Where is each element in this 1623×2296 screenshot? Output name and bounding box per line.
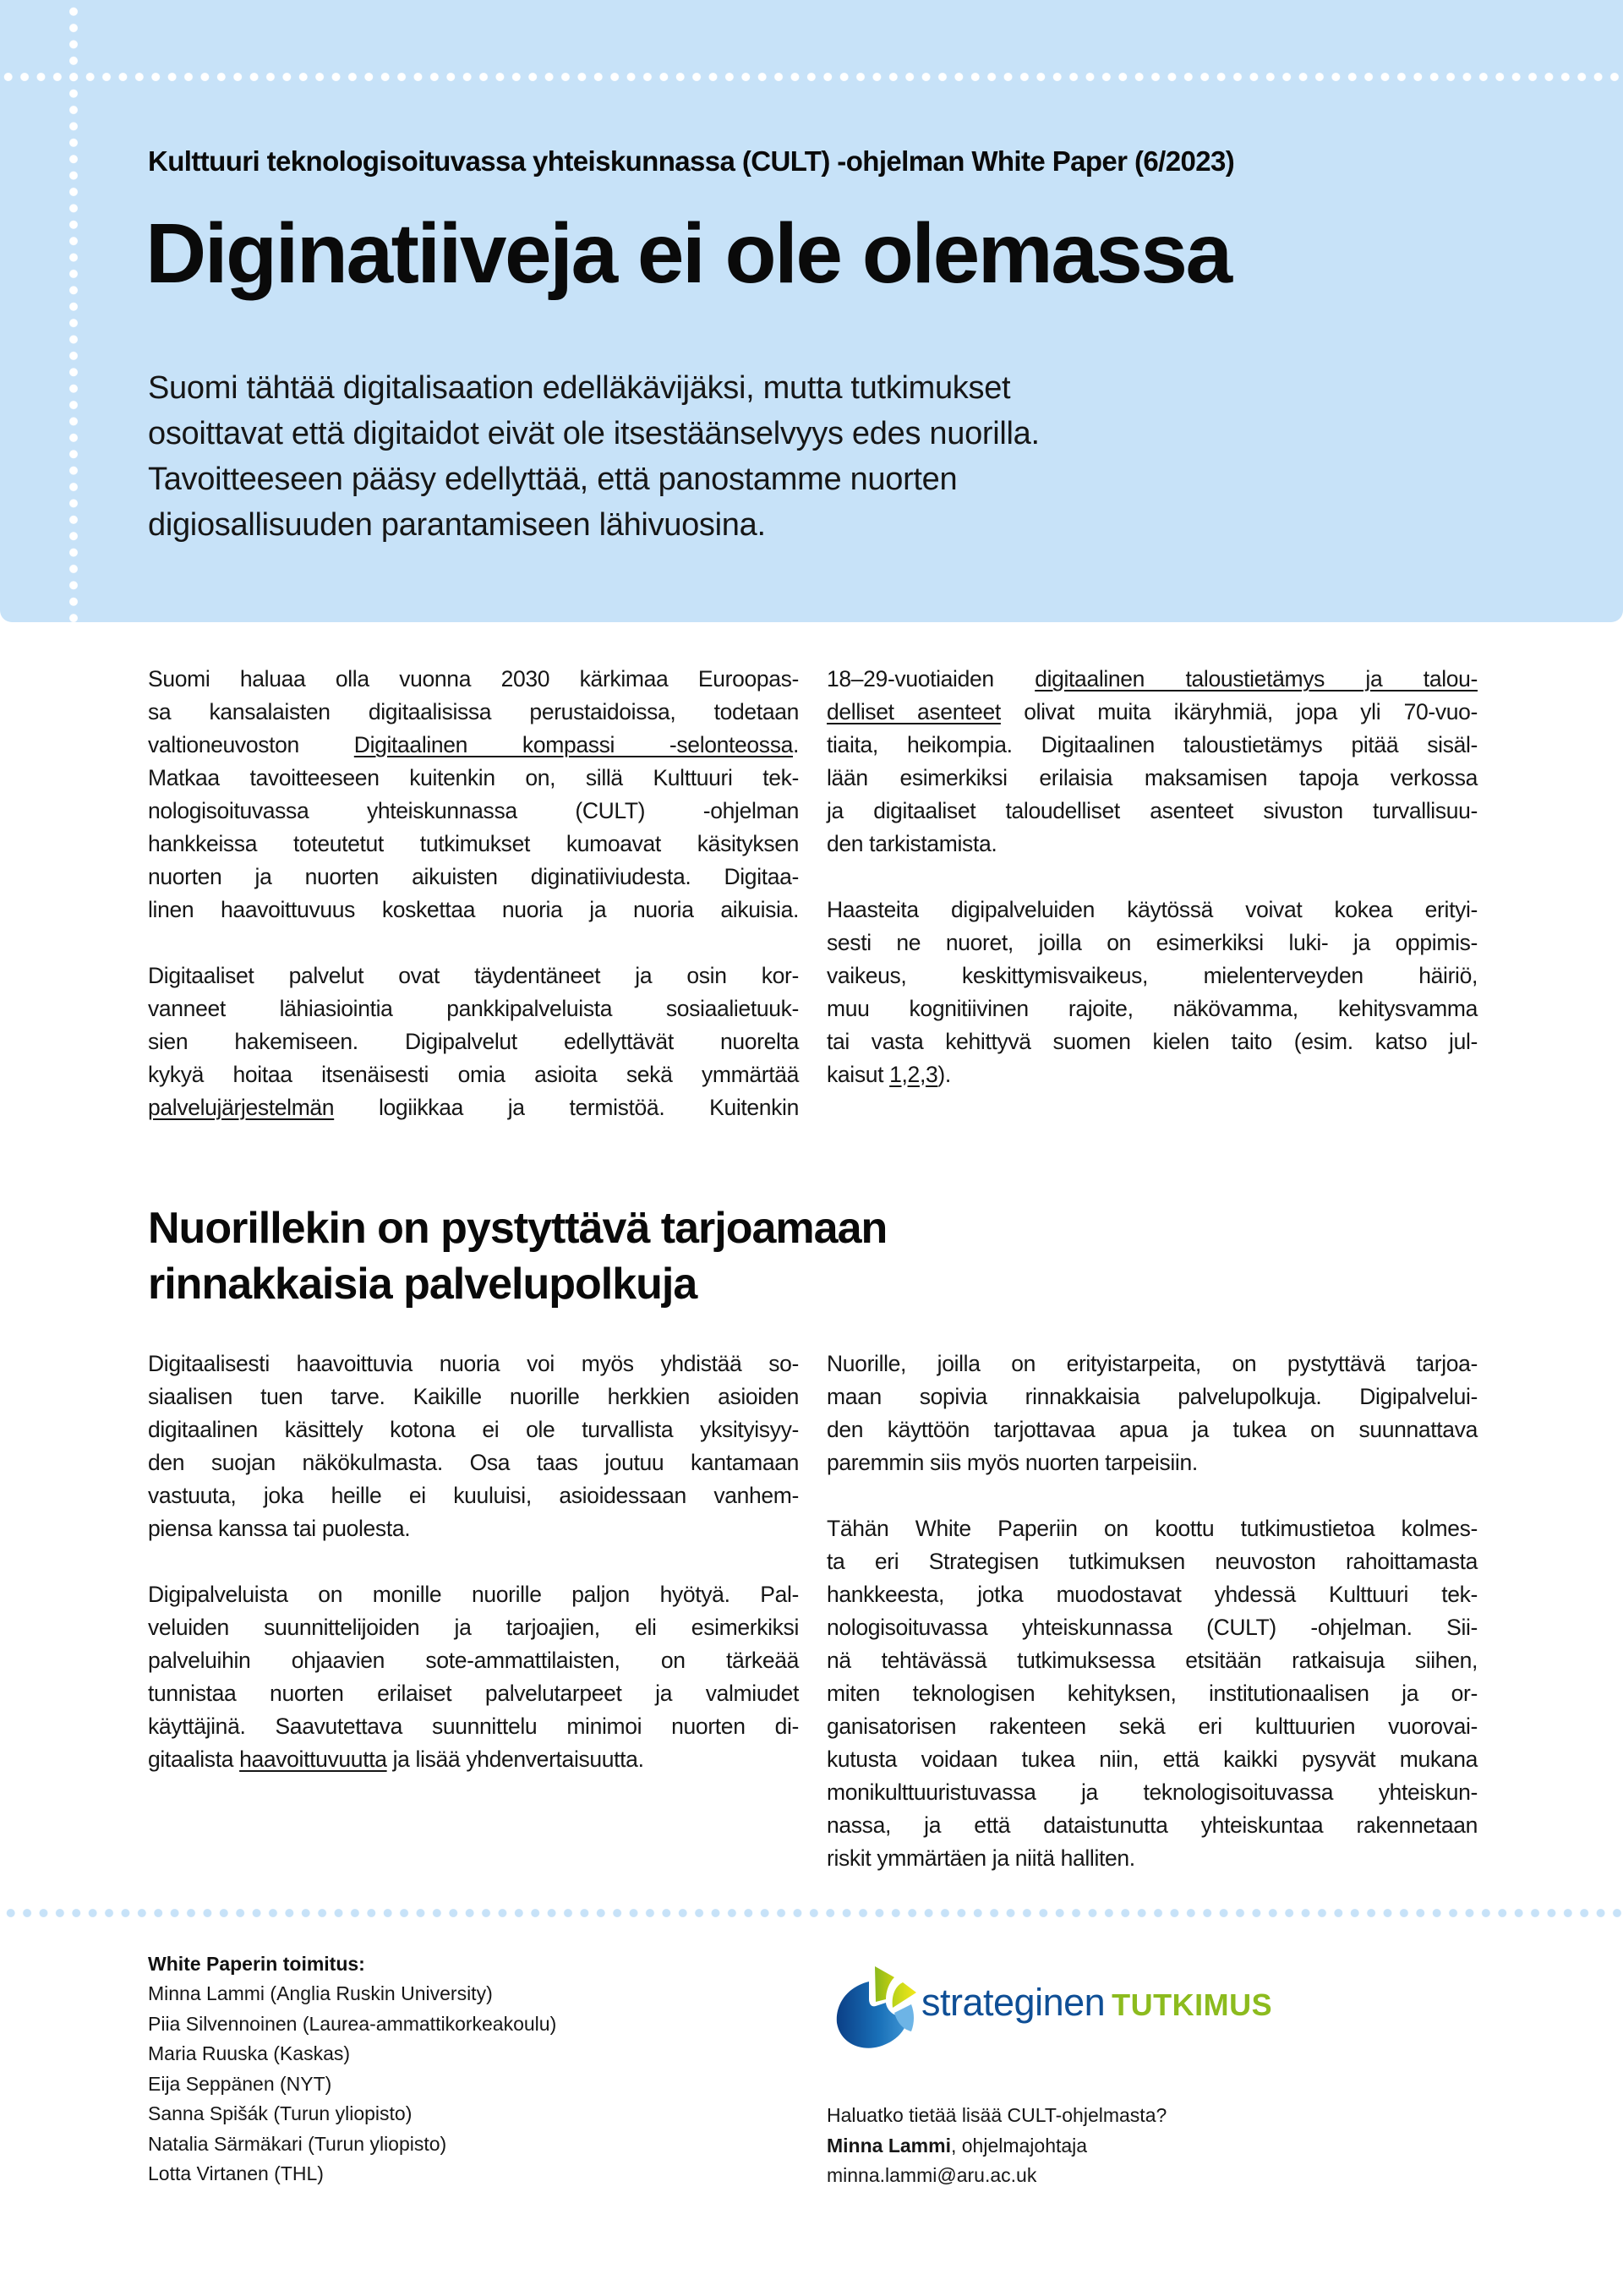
- link-julkaisu-3[interactable]: 3: [925, 1062, 938, 1087]
- text-line: Nuorille, joilla on erityistarpeita, on pystyttävä tarjoa-: [827, 1351, 1478, 1376]
- text-line: kutusta voidaan tukea niin, että kaikki pysyvät mukana: [827, 1747, 1478, 1772]
- contact-info: [827, 2101, 1167, 2191]
- link-taloustietamys-cont[interactable]: delliset asenteet: [827, 699, 1001, 724]
- text-line: tai vasta kehittyvä suomen kielen taito (esim. katso jul-: [827, 1029, 1478, 1054]
- series-kicker: Kulttuuri teknologisoituvassa yhteiskunnassa (CULT) -ohjelman White Paper (6/2023): [148, 145, 1235, 177]
- section2-right-column: [827, 1348, 1478, 1908]
- text-line: piensa kanssa tai puolesta.: [148, 1516, 411, 1541]
- heading-line: rinnakkaisia palvelupolkuja: [148, 1260, 697, 1309]
- text-line: den suojan näkökulmasta. Osa taas joutuu kantamaan: [148, 1450, 799, 1475]
- contact-email[interactable]: minna.lammi@aru.ac.uk: [827, 2164, 1037, 2186]
- editorial-credits: [148, 1949, 740, 2189]
- link-digitaalinen-kompassi[interactable]: Digitaalinen kompassi -selonteossa: [353, 732, 793, 757]
- contact-name: Minna Lammi: [827, 2134, 951, 2157]
- text-line: siaalisen tuen tarve. Kaikille nuorille herkkien asioiden: [148, 1384, 799, 1409]
- text-line: [148, 1091, 799, 1124]
- text-line: vanneet lähiasiointia pankkipalveluista sosiaalietuuk-: [148, 996, 799, 1021]
- text-line: vastuuta, joka heille ei kuuluisi, asioidessaan vanhem-: [148, 1483, 799, 1508]
- contact-role: , ohjelmajohtaja: [950, 2134, 1088, 2157]
- text: ).: [937, 1062, 951, 1087]
- contact-question: Haluatko tietää lisää CULT-ohjelmasta?: [827, 2104, 1167, 2126]
- text-line: maan sopivia rinnakkaisia palvelupolkuja. Digipalvelui-: [827, 1384, 1478, 1409]
- text-line: sien hakemiseen. Digipalvelut edellyttävät nuorelta: [148, 1029, 799, 1054]
- text: ,: [901, 1062, 908, 1087]
- text: .: [792, 732, 799, 757]
- logo-word-strateginen: strateginen: [921, 1981, 1106, 2024]
- section1-right-column: [827, 663, 1478, 1124]
- credit-item: Sanna Spišák (Turun yliopisto): [148, 2102, 413, 2124]
- text-line: ja digitaaliset taloudelliset asenteet sivuston turvallisuu-: [827, 798, 1478, 823]
- text: 18–29-vuotiaiden: [827, 666, 1036, 692]
- paragraph: [148, 1348, 799, 1545]
- text-line: digitaalinen käsittely kotona ei ole turvallista yksityisyy-: [148, 1417, 799, 1442]
- lead-line: digiosallisuuden parantamiseen lähivuosina.: [148, 507, 766, 543]
- lead-paragraph: [148, 365, 1247, 548]
- paragraph: [148, 959, 799, 1124]
- text-line: den tarkistamista.: [827, 831, 997, 856]
- logo-wordmark: [921, 1981, 1272, 2025]
- lead-line: osoittavat että digitaidot eivät ole itsestäänselvyys edes nuorilla.: [148, 416, 1040, 451]
- text-line: käyttäjinä. Saavutettava suunnittelu minimoi nuorten di-: [148, 1714, 799, 1739]
- credit-item: Minna Lammi (Anglia Ruskin University): [148, 1982, 493, 2004]
- paragraph: [148, 1578, 799, 1776]
- text-line: [827, 1058, 1478, 1091]
- dotted-line-horizontal: [0, 73, 1623, 81]
- paragraph: [827, 1512, 1478, 1875]
- hero-banner: [0, 0, 1623, 622]
- text-line: Tähän White Paperiin on koottu tutkimustietoa kolmes-: [827, 1516, 1478, 1541]
- paragraph: [148, 663, 799, 927]
- text-line: nä tehtävässä tutkimuksessa etsitään ratkaisuja siihen,: [827, 1648, 1478, 1673]
- text-line: hankkeesta, jotka muodostavat yhdessä Kulttuuri tek-: [827, 1582, 1478, 1607]
- link-julkaisu-2[interactable]: 2: [907, 1062, 920, 1087]
- text-line: kykyä hoitaa itsenäisesti omia asioita sekä ymmärtää: [148, 1062, 799, 1087]
- strateginen-tutkimus-logo: [827, 1949, 1283, 2050]
- credit-item: Eija Seppänen (NYT): [148, 2072, 332, 2095]
- text-line: palveluihin ohjaavien sote-ammattilaisten, on tärkeää: [148, 1648, 799, 1673]
- section1-left-column: [148, 663, 799, 1157]
- text-line: [148, 1743, 799, 1776]
- credit-item: Natalia Särmäkari (Turun yliopisto): [148, 2132, 447, 2155]
- paragraph: [827, 894, 1478, 1091]
- link-haavoittuvuutta[interactable]: haavoittuvuutta: [239, 1747, 387, 1772]
- section-heading: [148, 1200, 887, 1312]
- text-line: tiaita, heikompia. Digitaalinen taloustietämys pitää sisäl-: [827, 732, 1478, 757]
- text-line: Suomi haluaa olla vuonna 2030 kärkimaa Euroopas-: [148, 666, 799, 692]
- lead-line: Tavoitteeseen pääsy edellyttää, että panostamme nuorten: [148, 462, 958, 497]
- text-line: Digipalveluista on monille nuorille paljon hyötyä. Pal-: [148, 1582, 799, 1607]
- text-line: lään esimerkiksi erilaisia maksamisen tapoja verkossa: [827, 765, 1478, 790]
- text: gitaalista: [148, 1747, 240, 1772]
- text-line: linen haavoittuvuus koskettaa nuoria ja nuoria aikuisia.: [148, 897, 799, 922]
- text-line: vaikeus, keskittymisvaikeus, mielenterveyden häiriö,: [827, 963, 1478, 988]
- text-line: monikulttuuristuvassa ja teknologisoituvassa yhteiskun-: [827, 1779, 1478, 1805]
- link-palvelujarjestelman[interactable]: palvelujärjestelmän: [148, 1095, 335, 1120]
- text-line: sesti ne nuoret, joilla on esimerkiksi luki- ja oppimis-: [827, 930, 1478, 955]
- text: ja lisää yhdenvertaisuutta.: [386, 1747, 644, 1772]
- text: olivat muita ikäryhmiä, jopa yli 70-vuo-: [1000, 699, 1478, 724]
- lead-line: Suomi tähtää digitalisaation edelläkävijäksi, mutta tutkimukset: [148, 370, 1011, 406]
- text: valtioneuvoston: [148, 732, 354, 757]
- text-line: nologisoituvassa yhteiskunnassa (CULT) -ohjelman. Sii-: [827, 1615, 1478, 1640]
- text-line: Digitaalisesti haavoittuvia nuoria voi myös yhdistää so-: [148, 1351, 799, 1376]
- dotted-divider: [0, 1909, 1623, 1917]
- logo-mark-icon: [827, 1949, 920, 2050]
- credit-item: Maria Ruuska (Kaskas): [148, 2042, 351, 2064]
- text-line: Digitaaliset palvelut ovat täydentäneet ja osin kor-: [148, 963, 799, 988]
- heading-line: Nuorillekin on pystyttävä tarjoamaan: [148, 1204, 888, 1253]
- credit-item: Lotta Virtanen (THL): [148, 2162, 324, 2184]
- text-line: hankkeissa toteutetut tutkimukset kumoavat käsityksen: [148, 831, 799, 856]
- link-julkaisu-1[interactable]: 1: [889, 1062, 902, 1087]
- dotted-line-vertical: [69, 3, 78, 622]
- text-line: Haasteita digipalveluiden käytössä voivat kokea erityi-: [827, 897, 1478, 922]
- text-line: nuorten ja nuorten aikuisten diginatiiviudesta. Digitaa-: [148, 864, 799, 889]
- text-line: ganisatorisen rakenteen sekä eri kulttuurien vuorovai-: [827, 1714, 1478, 1739]
- text-line: nologisoituvassa yhteiskunnassa (CULT) -ohjelman: [148, 798, 799, 823]
- credits-heading: White Paperin toimitus:: [148, 1953, 365, 1975]
- text-line: veluiden suunnittelijoiden ja tarjoajien, eli esimerkiksi: [148, 1615, 799, 1640]
- text-line: riskit ymmärtäen ja niitä halliten.: [827, 1845, 1135, 1871]
- credit-item: Piia Silvennoinen (Laurea-ammattikorkeakoulu): [148, 2012, 557, 2035]
- text-line: nassa, ja että dataistunutta yhteiskuntaa rakennetaan: [827, 1812, 1478, 1838]
- text: kaisut: [827, 1062, 890, 1087]
- paragraph: [827, 663, 1478, 861]
- text: ,: [919, 1062, 926, 1087]
- section2-left-column: [148, 1348, 799, 1809]
- logo-word-tutkimus: TUTKIMUS: [1112, 1987, 1273, 2022]
- text-line: miten teknologisen kehityksen, institutionaalisen ja or-: [827, 1681, 1478, 1706]
- text-line: [148, 729, 799, 762]
- text-line: den käyttöön tarjottavaa apua ja tukea on suunnattava: [827, 1417, 1478, 1442]
- text-line: Matkaa tavoitteeseen kuitenkin on, sillä Kulttuuri tek-: [148, 765, 799, 790]
- text-line: [827, 696, 1478, 729]
- text-line: [827, 663, 1478, 696]
- text-line: paremmin siis myös nuorten tarpeisiin.: [827, 1450, 1198, 1475]
- contact-person: [827, 2131, 1167, 2162]
- paragraph: [827, 1348, 1478, 1479]
- text: logiikkaa ja termistöä. Kuitenkin: [334, 1095, 799, 1120]
- text-line: muu kognitiivinen rajoite, näkövamma, kehitysvamma: [827, 996, 1478, 1021]
- text-line: sa kansalaisten digitaalisissa perustaidoissa, todetaan: [148, 699, 799, 724]
- text-line: tunnistaa nuorten erilaiset palvelutarpeet ja valmiudet: [148, 1681, 799, 1706]
- text-line: ta eri Strategisen tutkimuksen neuvoston rahoittamasta: [827, 1549, 1478, 1574]
- page-title: Diginatiiveja ei ole olemassa: [145, 206, 1231, 301]
- link-taloustietamys[interactable]: digitaalinen taloustietämys ja talou-: [1035, 666, 1478, 692]
